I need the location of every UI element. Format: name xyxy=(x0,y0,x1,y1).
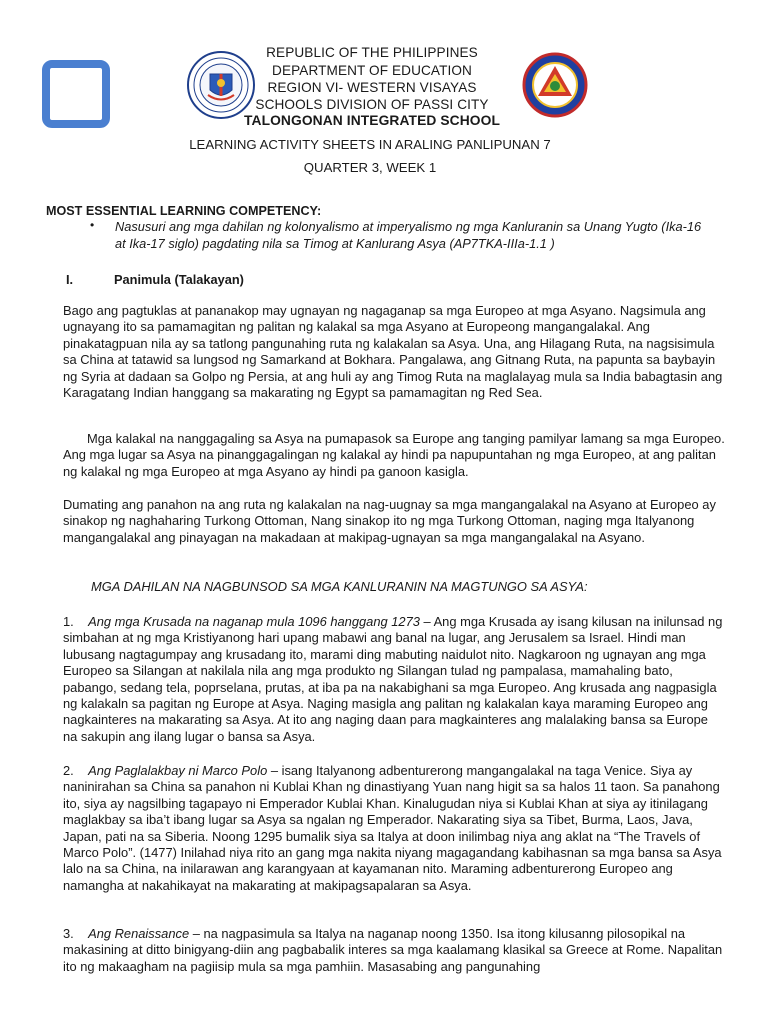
quarter-week: QUARTER 3, WEEK 1 xyxy=(303,160,437,175)
competency-heading: MOST ESSENTIAL LEARNING COMPETENCY: xyxy=(46,204,322,218)
paragraph-1: Bago ang pagtuklas at pananakop may ugnayan ng nagaganap sa mga Europeo at mga Asyano. Nagsimula ang ugnayang ito sa pamamagitan ng palitan ng kalakal sa mga Asyano at Europeong mangangalakal. Ang pinakatagpuan nila ay sa tatlong pangunahing ruta ng kalakalan sa Asya. Una, ang Hilagang Ruta, na nagsisimula sa China at tatawid sa lungsod ng Samarkand at Bokhara. Pangalawa, ang Gitnang Ruta, na papunta sa baybayin ng Syria at dadaan sa Golpo ng Persia, at ang huli ay ang Timog Ruta na maglalayag mula sa India babagtasin ang Karagatang Indian hanggang sa makarating ng Egypt sa pamamagitan ng Red Sea. xyxy=(63,303,723,401)
reason-3-number: 3. xyxy=(63,926,74,941)
header-division: SCHOOLS DIVISION OF PASSI CITY xyxy=(255,97,489,112)
reason-1-number: 1. xyxy=(63,614,74,629)
reason-item-2 xyxy=(63,763,725,894)
paragraph-3: Dumating ang panahon na ang ruta ng kalakalan na nag-uugnay sa mga mangangalakal na Asyano at Europeo ay sinakop ng naghaharing Turkong Ottoman, Nang sinakop ito ng mga Turkong Ottoman, naging mga Italyanong mangangalakal ang pinayagan na makadaan at makipag-ugnayan sa mga mangangalakal na Asyano. xyxy=(63,497,716,545)
reason-2-number: 2. xyxy=(63,763,74,778)
header-department: DEPARTMENT OF EDUCATION xyxy=(272,63,472,78)
competency-bullet: • xyxy=(90,218,95,232)
header-school-name: TALONGONAN INTEGRATED SCHOOL xyxy=(244,113,500,128)
reason-item-3 xyxy=(63,926,725,975)
section-number: I. xyxy=(66,272,74,287)
paragraph-2: Mga kalakal na nanggagaling sa Asya na pumapasok sa Europe ang tanging pamilyar lamang sa mga Europeo. Ang mga lugar sa Asya na pinanggagalingan ng kalakal ay hindi pa napupuntahan ng mga Europeo, at ang palitan ng kalakal ng mga Europeo at mga Asyano ay hindi pa ganoon kasigla. xyxy=(63,431,725,479)
reason-3-title: Ang Renaissance xyxy=(88,926,190,941)
header-republic: REPUBLIC OF THE PHILIPPINES xyxy=(266,45,478,60)
reason-1-text: – Ang mga Krusada ay isang kilusan na inilunsad ng simbahan at ng mga Kristiyanong hari upang mabawi ang banal na lugar, ang Jerusalem sa Israel. Hindi man lubusang nagtagumpay ang krusadang ito, marami ding mabuting naidulot nito. Nagkaroon ng ugnayan ang mga Europeo sa Silangan at nakilala nila ang mga produkto ng Silangan tulad ng pampalasa, mamahaling bato, pabango, sedang tela, poprselana, prutas, at iba pa na nakabighani sa mga Europeo. Ang krusada ang nagpasigla ng kalakaln sa pagitan ng Europe at Asya. Naging masigla ang palitan ng kalakalan kaya maraming Europeo ang nagkainteres na makarating sa Asya. At ito ang naging daan para magkainteres ang malalaking bansa sa Europe na sakupin ang ilang lugar o bansa sa Asya. xyxy=(63,614,723,744)
blue-square-frame-icon xyxy=(42,60,110,128)
sheet-title: LEARNING ACTIVITY SHEETS IN ARALING PANLIPUNAN 7 xyxy=(189,137,551,152)
header-region: REGION VI- WESTERN VISAYAS xyxy=(267,80,477,95)
reason-2-text: – isang Italyanong adbenturerong mangangalakal na taga Venice. Siya ay naninirahan sa China sa panahon ni Kublai Khan ng dinastiyang Yuan nang higit sa sa halos 11 taon. Sa panahong ito, siya ay nagsilbing tagapayo ni Emperador Kublai Khan. Kinalugudan niya si Kublai Khan at siya ay itinilagang maglakbay sa iba’t ibang lugar sa Asya sa ngalan ng Emperador. Nakarating siya sa Tibet, Burma, Laos, Java, Japan, pati na sa Siberia. Noong 1295 bumalik siya sa Italya at doon inilimbag niya ang aklat na “The Travels of Marco Polo”. (1477) Inilahad niya rito an gang mga nakita niyang magagandang kabihasnan sa mga bansa sa Asya lalo na sa China, na inilarawan ang karangyaan at kayamanan nito. Maraming adbenturerong Europeo ang namangha at nakahikayat na makarating at makipagsapalaran sa Asya. xyxy=(63,763,722,893)
competency-text: Nasusuri ang mga dahilan ng kolonyalismo at imperyalismo ng mga Kanluranin sa Unang Yugto (Ika-16 at Ika-17 siglo) pagdating nila sa Timog at Kanlurang Asya (AP7TKA-IIIa-1.1 ) xyxy=(115,219,702,251)
section-title: Panimula (Talakayan) xyxy=(114,272,244,287)
reason-1-title: Ang mga Krusada na naganap mula 1096 hanggang 1273 xyxy=(88,614,420,629)
reason-3-text: – na nagpasimula sa Italya na naganap noong 1350. Isa itong kilusanng pilosopikal na makasining at ditto binigyang-diin ang pagbabalik interes sa mga kaalamang klasikal sa Greece at Rome. Napalitan ito ng makaagham na pagiisip mula sa mga pamhiin. Masasabing ang pangunahing xyxy=(63,926,723,974)
reason-2-title: Ang Paglalakbay ni Marco Polo xyxy=(88,763,268,778)
reason-item-1 xyxy=(63,614,725,745)
reasons-subheading: MGA DAHILAN NA NAGBUNSOD SA MGA KANLURANIN NA MAGTUNGO SA ASYA: xyxy=(91,579,588,594)
sdo-passi-seal-logo xyxy=(522,52,588,118)
